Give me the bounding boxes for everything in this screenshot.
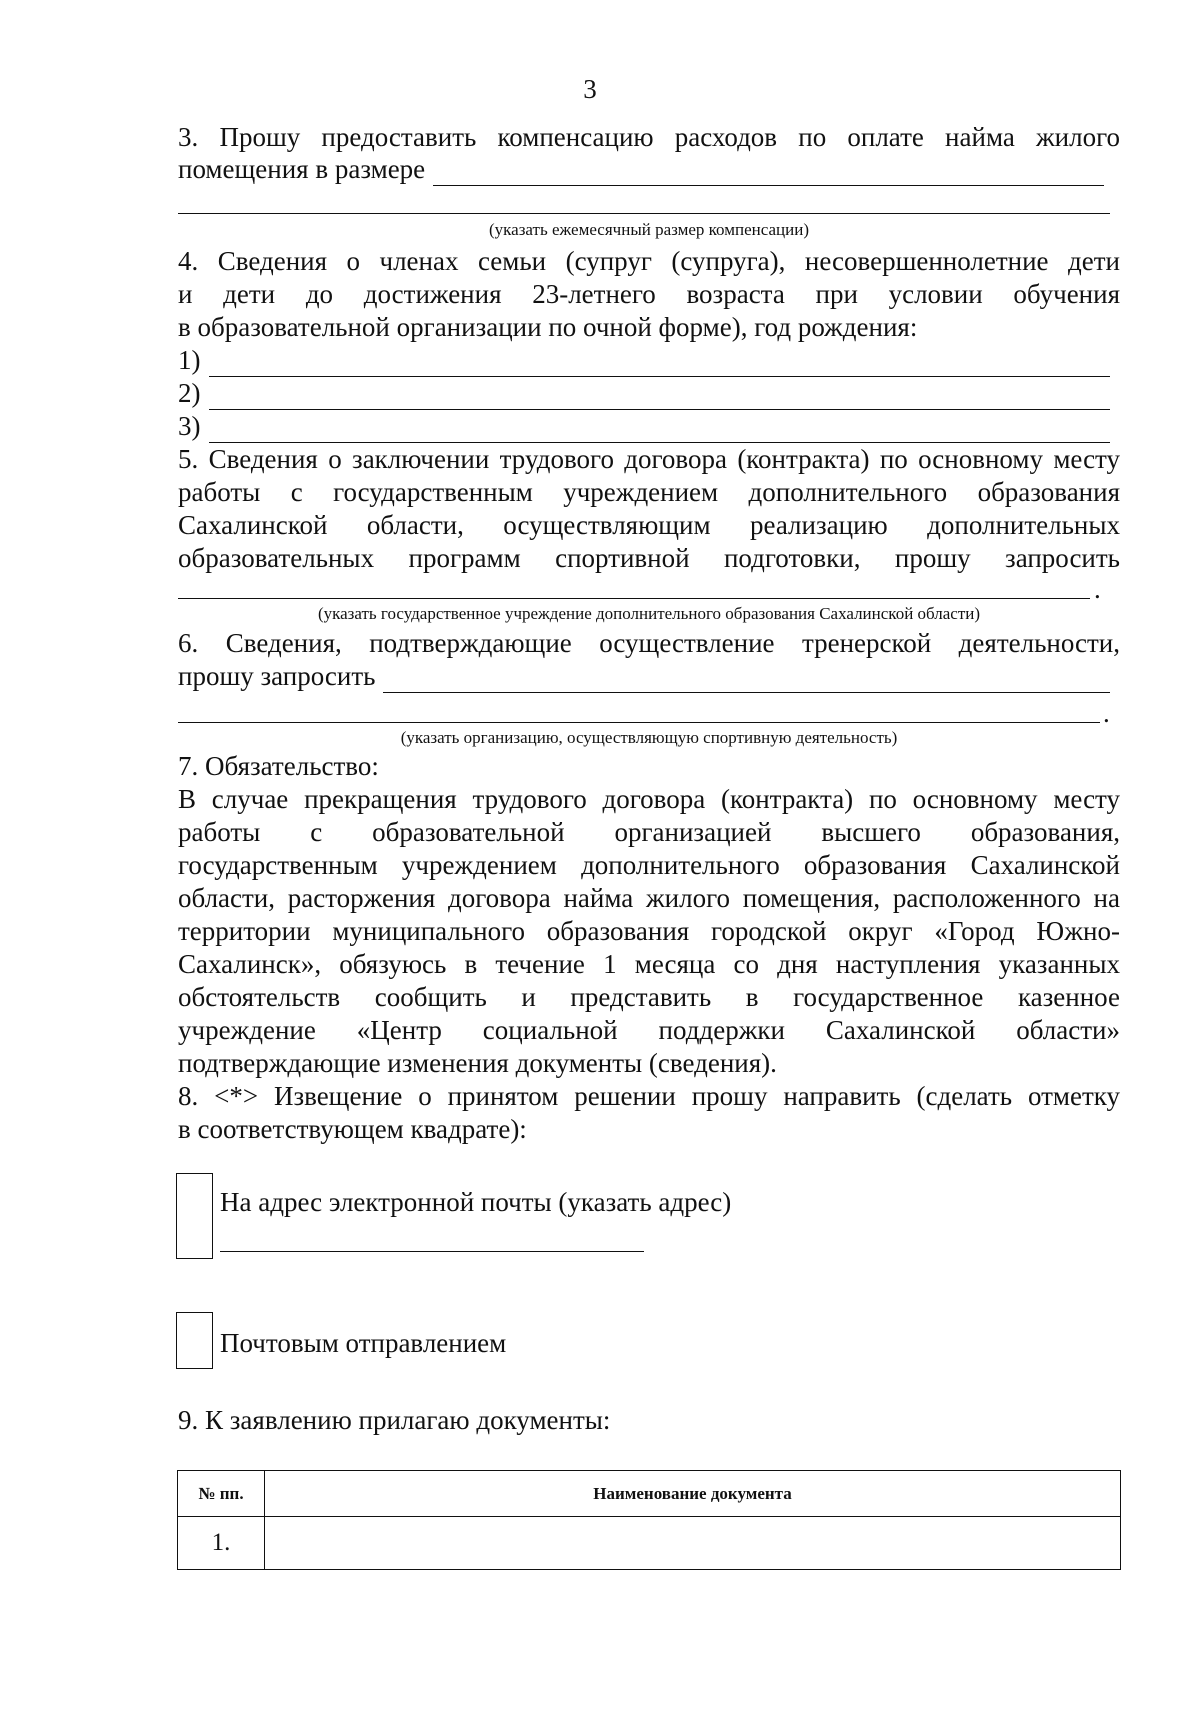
column-header-document-name: Наименование документа <box>265 1471 1121 1517</box>
row-number-cell: 1. <box>178 1517 265 1570</box>
item3-caption: (указать ежемесячный размер компенсации) <box>489 220 809 239</box>
item7-line2: работы с образовательной организацией высшего образования, <box>178 817 1120 847</box>
column-header-number: № пп. <box>178 1471 265 1517</box>
page-number: 3 <box>583 74 597 104</box>
family-member-row-3 <box>178 410 1120 443</box>
item5-caption: (указать государственное учреждение дополнительного образования Сахалинской области) <box>317 604 981 623</box>
item5-line1: 5. Сведения о заключении трудового договора (контракта) по основному месту <box>178 444 1120 474</box>
item3-line1: 3. Прошу предоставить компенсацию расходов по оплате найма жилого <box>178 122 1120 152</box>
item6-organization-field-line2[interactable] <box>178 722 1100 723</box>
item5-end-mark: . <box>1094 574 1101 604</box>
email-option-checkbox[interactable] <box>176 1173 213 1259</box>
post-option-checkbox[interactable] <box>176 1312 213 1369</box>
table-header-row <box>178 1471 1121 1517</box>
item3-amount-field[interactable] <box>433 161 1104 186</box>
item7-line3: государственным учреждением дополнительного образования Сахалинской <box>178 850 1120 880</box>
item9-title: 9. К заявлению прилагаю документы: <box>178 1405 611 1435</box>
item7-line1: В случае прекращения трудового договора (контракта) по основному месту <box>178 784 1120 814</box>
item5-institution-field[interactable] <box>178 598 1090 599</box>
item4-line1: 4. Сведения о членах семьи (супруг (супруга), несовершеннолетние дети <box>178 246 1120 276</box>
item3-amount-label: помещения в размере <box>178 154 426 184</box>
item7-line8: учреждение «Центр социальной поддержки Сахалинской области» <box>178 1015 1120 1045</box>
table-row <box>178 1517 1121 1570</box>
item6-line1: 6. Сведения, подтверждающие осуществление тренерской деятельности, <box>178 628 1120 658</box>
item7-title: 7. Обязательство: <box>178 751 379 781</box>
item3-amount-row <box>178 153 1120 186</box>
item5-line4: образовательных программ спортивной подготовки, прошу запросить <box>178 543 1120 573</box>
item6-request-label: прошу запросить <box>178 661 376 691</box>
item7-line7: обстоятельств сообщить и представить в государственное казенное <box>178 982 1120 1012</box>
family-member-number-3: 3) <box>178 411 201 441</box>
item7-line9: подтверждающие изменения документы (сведения). <box>178 1048 777 1078</box>
family-member-field-1[interactable] <box>209 352 1111 377</box>
item8-line2: в соответствующем квадрате): <box>178 1114 527 1144</box>
documents-table <box>177 1470 1121 1570</box>
email-address-field[interactable] <box>220 1251 644 1252</box>
family-member-row-1 <box>178 344 1120 377</box>
item4-line2: и дети до достижения 23-летнего возраста при условии обучения <box>178 279 1120 309</box>
family-member-number-1: 1) <box>178 345 201 375</box>
item4-line3: в образовательной организации по очной форме), год рождения: <box>178 312 918 342</box>
item5-line2: работы с государственным учреждением дополнительного образования <box>178 477 1120 507</box>
family-member-number-2: 2) <box>178 378 201 408</box>
item7-line5: территории муниципального образования городской округ «Город Южно- <box>178 916 1120 946</box>
item5-line3: Сахалинской области, осуществляющим реализацию дополнительных <box>178 510 1120 540</box>
item6-request-row <box>178 660 1120 693</box>
family-member-field-2[interactable] <box>209 385 1111 410</box>
email-option-label: На адрес электронной почты (указать адрес) <box>220 1187 732 1217</box>
item7-line4: области, расторжения договора найма жилого помещения, расположенного на <box>178 883 1120 913</box>
post-option-label: Почтовым отправлением <box>220 1328 507 1358</box>
family-member-row-2 <box>178 377 1120 410</box>
item3-amount-field-line2[interactable] <box>178 213 1110 214</box>
family-member-field-3[interactable] <box>209 418 1111 443</box>
item6-caption: (указать организацию, осуществляющую спортивную деятельность) <box>400 728 898 747</box>
item6-end-mark: . <box>1103 698 1110 728</box>
item6-organization-field[interactable] <box>383 668 1110 693</box>
document-name-cell[interactable] <box>265 1517 1121 1570</box>
item7-line6: Сахалинск», обязуюсь в течение 1 месяца со дня наступления указанных <box>178 949 1120 979</box>
item8-line1: 8. <*> Извещение о принятом решении прошу направить (сделать отметку <box>178 1081 1120 1111</box>
